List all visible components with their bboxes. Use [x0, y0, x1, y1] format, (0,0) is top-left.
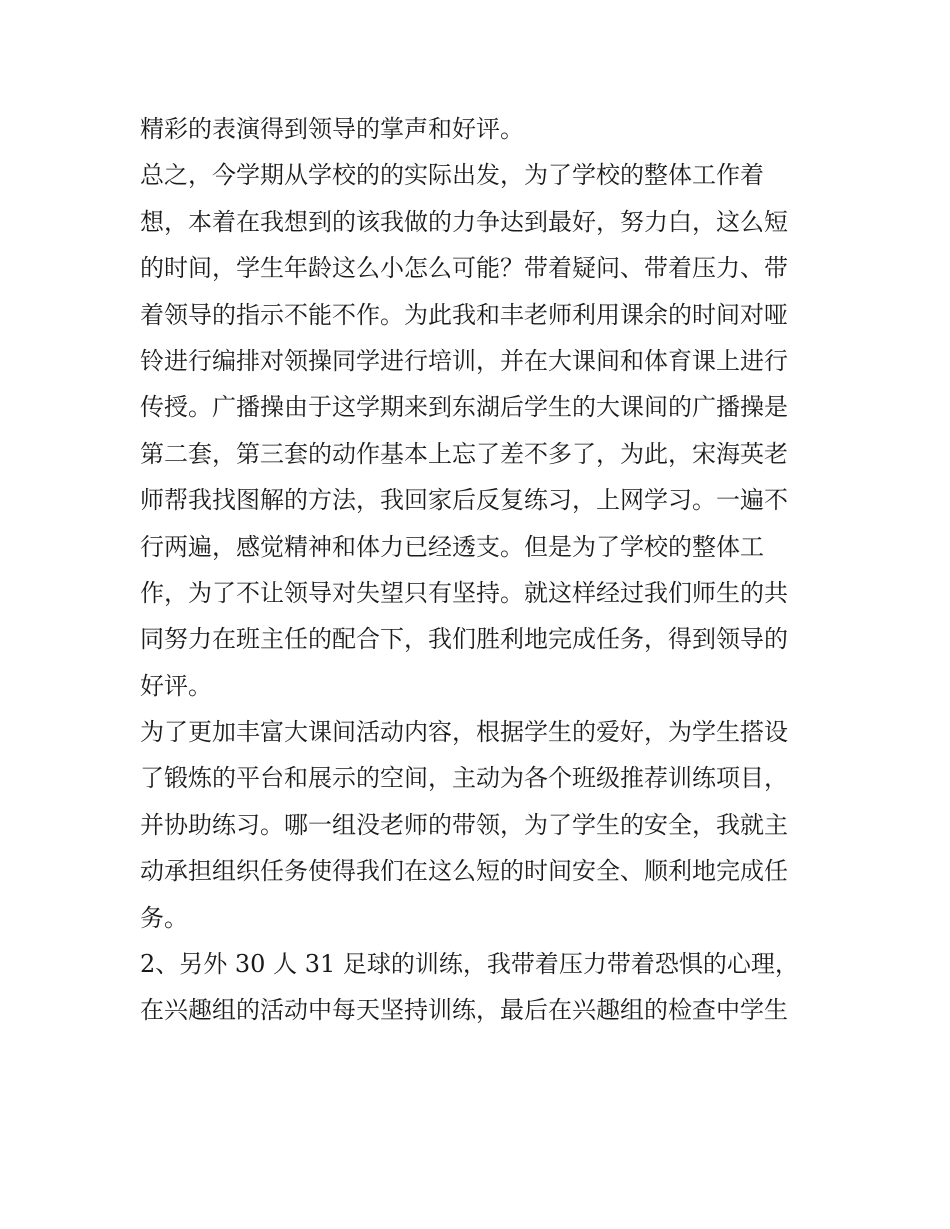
text-line: 想，本着在我想到的该我做的力争达到最好，努力白，这么短 [140, 207, 788, 236]
text-line: 第二套，第三套的动作基本上忘了差不多了，为此，宋海英老 [140, 439, 788, 468]
body-text [140, 106, 820, 1034]
text-line: 2、另外 30 人 31 足球的训练，我带着压力带着恐惧的心理， [140, 950, 799, 979]
text-line: 了锻炼的平台和展示的空间，主动为各个班级推荐训练项目， [140, 764, 788, 793]
text-line: 同努力在班主任的配合下，我们胜利地完成任务，得到领导的 [140, 625, 788, 654]
text-line: 传授。广播操由于这学期来到东湖后学生的大课间的广播操是 [140, 393, 788, 422]
text-line: 动承担组织任务使得我们在这么短的时间安全、顺利地完成任 [140, 857, 788, 886]
text-line: 在兴趣组的活动中每天坚持训练，最后在兴趣组的检查中学生 [140, 996, 788, 1025]
text-line: 铃进行编排对领操同学进行培训，并在大课间和体育课上进行 [140, 346, 788, 375]
text-line: 好评。 [140, 671, 212, 700]
text-line: 师帮我找图解的方法，我回家后反复练习，上网学习。一遍不 [140, 486, 788, 515]
text-line: 为了更加丰富大课间活动内容，根据学生的爱好，为学生搭设 [140, 718, 788, 747]
text-line: 着领导的指示不能不作。为此我和丰老师利用课余的时间对哑 [140, 300, 788, 329]
text-line: 务。 [140, 903, 188, 932]
text-line: 精彩的表演得到领导的掌声和好评。 [140, 115, 524, 143]
text-line: 总之，今学期从学校的的实际出发，为了学校的整体工作着 [140, 161, 764, 190]
text-line: 作，为了不让领导对失望只有坚持。就这样经过我们师生的共 [140, 578, 788, 607]
text-line: 并协助练习。哪一组没老师的带领，为了学生的安全，我就主 [140, 810, 788, 839]
text-line: 的时间，学生年龄这么小怎么可能？带着疑问、带着压力、带 [140, 254, 788, 283]
text-line: 行两遍，感觉精神和体力已经透支。但是为了学校的整体工 [140, 532, 764, 561]
